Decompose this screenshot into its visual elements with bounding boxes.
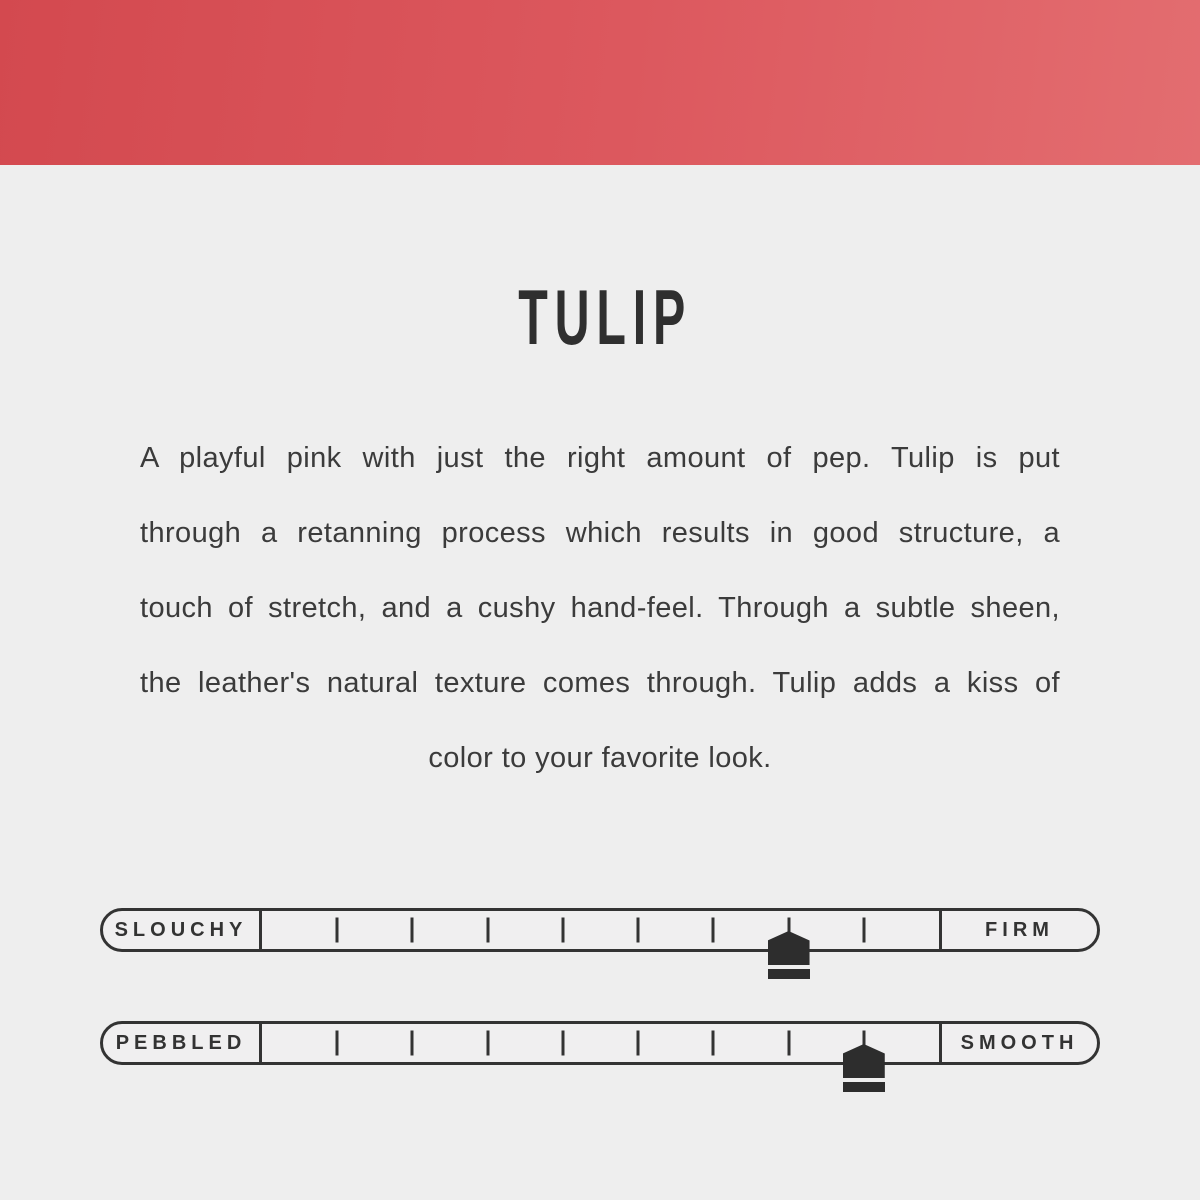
scale-tick xyxy=(336,918,339,943)
scale-tick-area xyxy=(262,911,942,949)
description-line: touch of stretch, and a cushy hand-feel. Through a subtle sheen, xyxy=(140,592,1060,624)
marker-foot-bar xyxy=(843,1082,885,1092)
page-title-text: TULIP xyxy=(518,273,693,361)
scale-tick-area xyxy=(262,1024,942,1062)
scale-marker-indicator xyxy=(768,931,810,979)
slouchy-firm-scale xyxy=(100,908,1100,952)
description-line: A playful pink with just the right amount of pep. Tulip is put xyxy=(140,442,1060,474)
description-line: color to your favorite look. xyxy=(428,742,772,774)
scale-track xyxy=(100,908,1100,952)
scale-tick xyxy=(637,918,640,943)
scale-tick xyxy=(486,918,489,943)
scale-left-label: PEBBLED xyxy=(103,1024,262,1062)
page-title xyxy=(0,273,1200,361)
scale-tick xyxy=(561,1031,564,1056)
scale-track xyxy=(100,1021,1100,1065)
marker-nib-icon xyxy=(843,1044,885,1078)
marker-nib-icon xyxy=(768,931,810,965)
scale-tick xyxy=(787,1031,790,1056)
scale-right-label: SMOOTH xyxy=(960,1031,1079,1054)
leather-swatch-band xyxy=(0,0,1200,165)
description-line: the leather's natural texture comes through. Tulip adds a kiss of xyxy=(140,667,1060,699)
scale-tick xyxy=(336,1031,339,1056)
pebbled-smooth-scale xyxy=(100,1021,1100,1065)
marker-foot-bar xyxy=(768,969,810,979)
scale-tick xyxy=(486,1031,489,1056)
description-line: through a retanning process which results in good structure, a xyxy=(140,517,1060,549)
scale-tick xyxy=(712,918,715,943)
scale-tick xyxy=(637,1031,640,1056)
scale-tick xyxy=(411,918,414,943)
scale-left-label: SLOUCHY xyxy=(103,911,262,949)
scale-tick xyxy=(712,1031,715,1056)
description-paragraph xyxy=(140,421,1060,796)
scale-marker-indicator xyxy=(843,1044,885,1092)
scale-tick xyxy=(862,918,865,943)
scale-tick xyxy=(561,918,564,943)
scale-tick xyxy=(411,1031,414,1056)
scale-right-label: FIRM xyxy=(985,918,1054,941)
